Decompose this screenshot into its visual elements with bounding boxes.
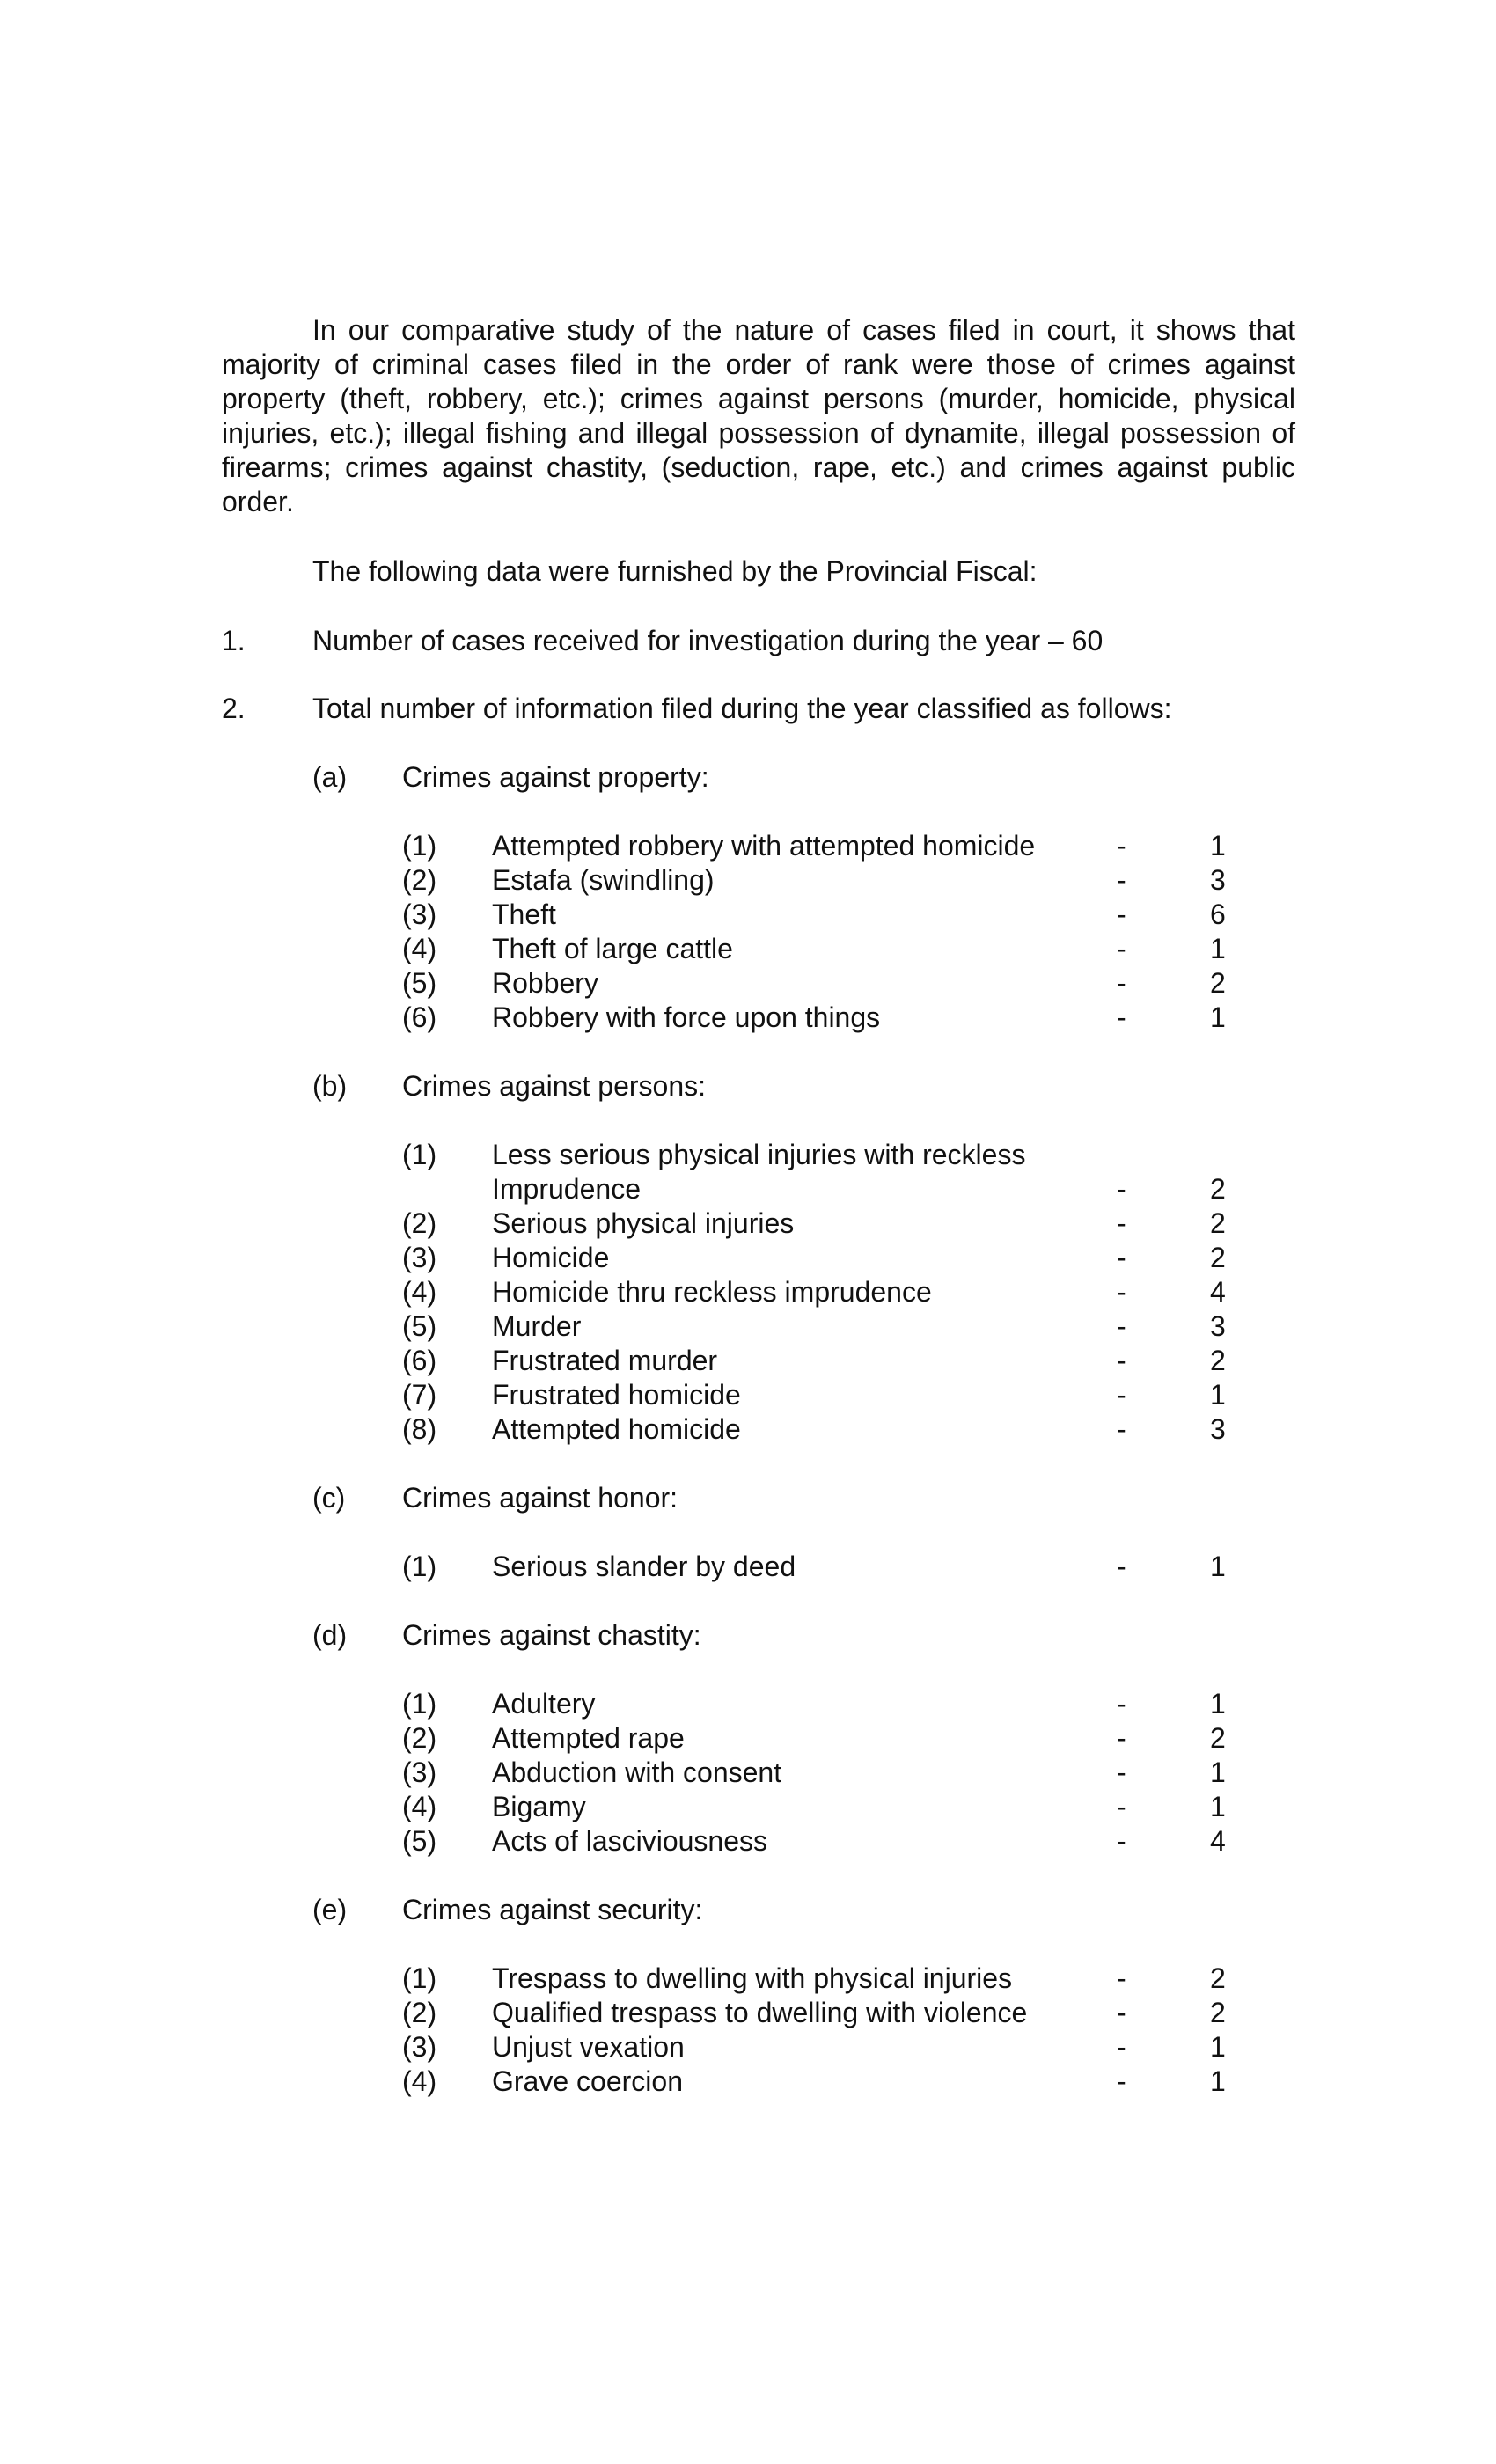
- item-text: Robbery with force upon things: [492, 1001, 881, 1033]
- item-dash: -: [1117, 2031, 1126, 2063]
- item-text: Adultery: [492, 1688, 596, 1720]
- section-letter: (e): [312, 1894, 348, 1925]
- item-dash: -: [1117, 898, 1126, 930]
- item-count: 2: [1210, 1722, 1226, 1754]
- section-letter: (a): [312, 761, 348, 793]
- item-count: 2: [1210, 1173, 1226, 1205]
- item-dash: -: [1117, 1997, 1126, 2028]
- item-number: (3): [402, 1242, 437, 1273]
- item-count: 2: [1210, 1345, 1226, 1376]
- item-count: 6: [1210, 898, 1226, 930]
- item-text: Homicide: [492, 1242, 610, 1273]
- furnished-line: The following data were furnished by the Provincial Fiscal:: [312, 555, 1038, 587]
- item-number: (7): [402, 1379, 437, 1411]
- item-dash: -: [1117, 1207, 1126, 1239]
- item-number: (4): [402, 933, 437, 964]
- item-count: 1: [1210, 1791, 1226, 1822]
- item-count: 2: [1210, 1962, 1226, 1994]
- section-letter: (b): [312, 1070, 348, 1102]
- item-dash: -: [1117, 933, 1126, 964]
- item-dash: -: [1117, 1962, 1126, 1994]
- item-dash: -: [1117, 1276, 1126, 1308]
- item-count: 1: [1210, 830, 1226, 862]
- item-number: (2): [402, 1997, 437, 2028]
- item-dash: -: [1117, 2065, 1126, 2097]
- item-dash: -: [1117, 1242, 1126, 1273]
- item-count: 4: [1210, 1825, 1226, 1857]
- item-count: 4: [1210, 1276, 1226, 1308]
- item-dash: -: [1117, 967, 1126, 999]
- item-count: 1: [1210, 2031, 1226, 2063]
- item-number: (8): [402, 1413, 437, 1445]
- item-count: 2: [1210, 1997, 1226, 2028]
- numbered-item-label: 1.: [222, 625, 246, 656]
- item-count: 1: [1210, 1379, 1226, 1411]
- item-count: 1: [1210, 1551, 1226, 1582]
- item-number: (2): [402, 864, 437, 896]
- item-number: (5): [402, 1310, 437, 1342]
- item-text: Serious slander by deed: [492, 1551, 796, 1582]
- item-text: Murder: [492, 1310, 582, 1342]
- section-title: Crimes against chastity:: [402, 1619, 701, 1651]
- item-count: 2: [1210, 967, 1226, 999]
- item-count: 3: [1210, 1310, 1226, 1342]
- item-text: Serious physical injuries: [492, 1207, 795, 1239]
- item-dash: -: [1117, 1173, 1126, 1205]
- item-count: 2: [1210, 1242, 1226, 1273]
- numbered-item-label: 2.: [222, 693, 246, 724]
- item-number: (4): [402, 1276, 437, 1308]
- section-title: Crimes against persons:: [402, 1070, 707, 1102]
- item-dash: -: [1117, 830, 1126, 862]
- item-dash: -: [1117, 864, 1126, 896]
- item-dash: -: [1117, 1551, 1126, 1582]
- section-letter: (c): [312, 1482, 346, 1514]
- item-dash: -: [1117, 1756, 1126, 1788]
- item-dash: -: [1117, 1310, 1126, 1342]
- item-number: (1): [402, 1688, 437, 1720]
- item-text: Estafa (swindling): [492, 864, 715, 896]
- item-number: (1): [402, 1551, 437, 1582]
- item-count: 1: [1210, 1756, 1226, 1788]
- item-count: 3: [1210, 1413, 1226, 1445]
- section-title: Crimes against security:: [402, 1894, 703, 1925]
- item-text: Abduction with consent: [492, 1756, 782, 1788]
- item-number: (5): [402, 1825, 437, 1857]
- item-dash: -: [1117, 1379, 1126, 1411]
- item-text: Attempted rape: [492, 1722, 685, 1754]
- item-number: (3): [402, 898, 437, 930]
- item-number: (1): [402, 1962, 437, 1994]
- item-text: Trespass to dwelling with physical injuries: [492, 1962, 1013, 1994]
- item-number: (3): [402, 2031, 437, 2063]
- item-number: (4): [402, 1791, 437, 1822]
- numbered-item-text: Total number of information filed during the year classified as follows:: [312, 693, 1172, 724]
- item-dash: -: [1117, 1825, 1126, 1857]
- item-text: Qualified trespass to dwelling with violence: [492, 1997, 1028, 2028]
- item-count: 1: [1210, 1688, 1226, 1720]
- item-number: (4): [402, 2065, 437, 2097]
- item-text: Homicide thru reckless imprudence: [492, 1276, 932, 1308]
- item-count: 1: [1210, 2065, 1226, 2097]
- item-count: 1: [1210, 1001, 1226, 1033]
- item-number: (2): [402, 1207, 437, 1239]
- section-title: Crimes against property:: [402, 761, 709, 793]
- item-number: (6): [402, 1001, 437, 1033]
- item-text: Attempted homicide: [492, 1413, 741, 1445]
- item-number: (5): [402, 967, 437, 999]
- item-text: Less serious physical injuries with reckless: [492, 1139, 1026, 1170]
- item-dash: -: [1117, 1001, 1126, 1033]
- item-number: (1): [402, 830, 437, 862]
- item-dash: -: [1117, 1688, 1126, 1720]
- item-text: Frustrated homicide: [492, 1379, 741, 1411]
- item-dash: -: [1117, 1345, 1126, 1376]
- item-text: Acts of lasciviousness: [492, 1825, 768, 1857]
- item-text: Attempted robbery with attempted homicide: [492, 830, 1036, 862]
- item-count: 3: [1210, 864, 1226, 896]
- item-text: Grave coercion: [492, 2065, 683, 2097]
- item-number: (6): [402, 1345, 437, 1376]
- item-dash: -: [1117, 1791, 1126, 1822]
- item-number: (1): [402, 1139, 437, 1170]
- item-text: Frustrated murder: [492, 1345, 718, 1376]
- section-letter: (d): [312, 1619, 348, 1651]
- item-count: 1: [1210, 933, 1226, 964]
- item-text: Robbery: [492, 967, 598, 999]
- item-number: (2): [402, 1722, 437, 1754]
- intro-paragraph: In our comparative study of the nature of cases filed in court, it shows that majority of criminal cases filed in the order of rank were those of crimes against property (theft, robbery, etc.); crimes against persons (murder, homicide, physical injuries, etc.); illegal fishing and illegal possession of dynamite, illegal possession of firearms; crimes against chastity, (seduction, rape, etc.) and crimes against public order.: [222, 314, 1295, 517]
- item-text: Theft: [492, 898, 556, 930]
- item-number: (3): [402, 1756, 437, 1788]
- item-text: Bigamy: [492, 1791, 586, 1822]
- item-text: Theft of large cattle: [492, 933, 733, 964]
- item-count: 2: [1210, 1207, 1226, 1239]
- numbered-item-text: Number of cases received for investigation during the year – 60: [312, 625, 1104, 656]
- section-title: Crimes against honor:: [402, 1482, 678, 1514]
- item-dash: -: [1117, 1413, 1126, 1445]
- item-text-continued: Imprudence: [492, 1173, 641, 1205]
- item-text: Unjust vexation: [492, 2031, 685, 2063]
- item-dash: -: [1117, 1722, 1126, 1754]
